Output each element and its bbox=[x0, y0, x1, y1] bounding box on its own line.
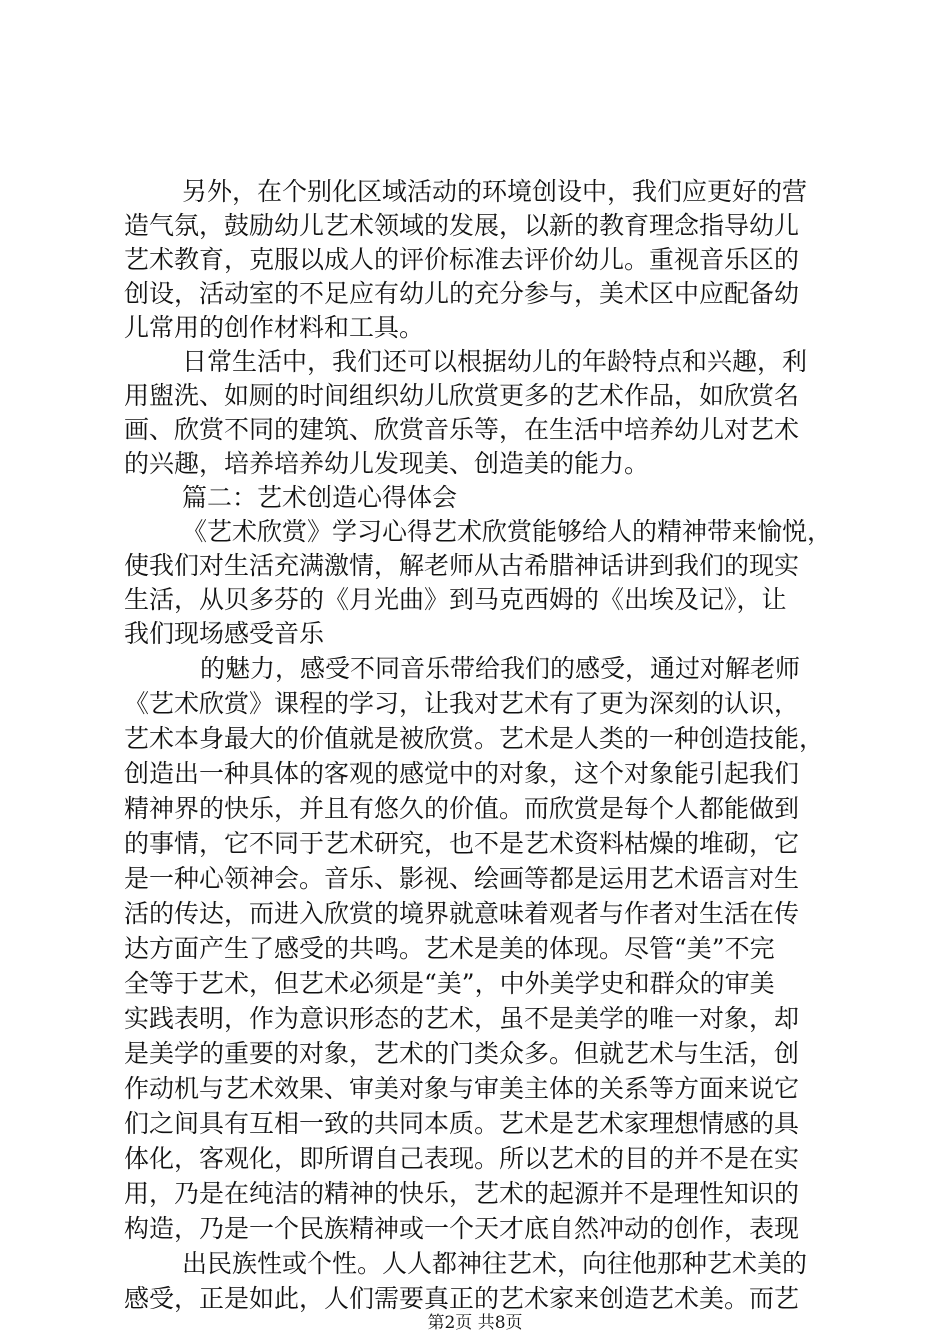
text-line: 体化，客观化，即所谓自己表现。所以艺术的目的并不是在实 bbox=[124, 1144, 800, 1173]
text-line: 活的传达，而进入欣赏的境界就意味着观者与作者对生活在传 bbox=[124, 899, 800, 928]
text-line: 《艺术欣赏》学习心得艺术欣赏能够给人的精神带来愉悦， bbox=[182, 517, 833, 546]
text-line: 用，乃是在纯洁的精神的快乐，艺术的起源并不是理性知识的 bbox=[124, 1179, 800, 1208]
text-line: 的事情，它不同于艺术研究，也不是艺术资料枯燥的堆砌，它 bbox=[124, 829, 800, 858]
text-line: 作动机与艺术效果、审美对象与审美主体的关系等方面来说它 bbox=[124, 1074, 800, 1103]
text-line: 艺术本身最大的价值就是被欣赏。艺术是人类的一种创造技能， bbox=[124, 724, 825, 753]
text-line: 是美学的重要的对象，艺术的门类众多。但就艺术与生活，创 bbox=[124, 1039, 800, 1068]
text-line: 精神界的快乐，并且有悠久的价值。而欣赏是每个人都能做到 bbox=[124, 794, 800, 823]
text-line: 的魅力，感受不同音乐带给我们的感受，通过对解老师 bbox=[200, 654, 801, 683]
text-line: 艺术教育，克服以成人的评价标准去评价幼儿。重视音乐区的 bbox=[124, 245, 800, 274]
text-line: 达方面产生了感受的共鸣。艺术是美的体现。尽管“美”不完 bbox=[124, 934, 775, 963]
text-line: 出民族性或个性。人人都神往艺术，向往他那种艺术美的 bbox=[182, 1249, 808, 1278]
text-line: 全等于艺术，但艺术必须是“美”，中外美学史和群众的审美 bbox=[124, 969, 775, 998]
text-line: 使我们对生活充满激情，解老师从古希腊神话讲到我们的现实 bbox=[124, 551, 800, 580]
page-footer bbox=[0, 1312, 950, 1334]
text-line: 创设，活动室的不足应有幼儿的充分参与，美术区中应配备幼 bbox=[124, 279, 800, 308]
text-line: 儿常用的创作材料和工具。 bbox=[124, 313, 425, 342]
text-line: 《艺术欣赏》课程的学习，让我对艺术有了更为深刻的认识， bbox=[124, 689, 800, 718]
text-line: 另外，在个别化区域活动的环境创设中，我们应更好的营 bbox=[182, 177, 808, 206]
text-line: 造气氛，鼓励幼儿艺术领域的发展，以新的教育理念指导幼儿 bbox=[124, 211, 800, 240]
text-line: 的兴趣，培养培养幼儿发现美、创造美的能力。 bbox=[124, 449, 650, 478]
text-line: 我们现场感受音乐 bbox=[124, 619, 325, 648]
section-heading: 篇二：艺术创造心得体会 bbox=[182, 483, 458, 512]
text-line: 日常生活中，我们还可以根据幼儿的年龄特点和兴趣，利 bbox=[182, 347, 808, 376]
text-line: 构造，乃是一个民族精神或一个天才底自然冲动的创作，表现 bbox=[124, 1214, 800, 1243]
text-line: 生活，从贝多芬的《月光曲》到马克西姆的《出埃及记》，让 bbox=[124, 585, 787, 614]
text-line: 们之间具有互相一致的共同本质。艺术是艺术家理想情感的具 bbox=[124, 1109, 800, 1138]
text-line: 画、欣赏不同的建筑、欣赏音乐等，在生活中培养幼儿对艺术 bbox=[124, 415, 800, 444]
text-line: 用盥洗、如厕的时间组织幼儿欣赏更多的艺术作品，如欣赏名 bbox=[124, 381, 800, 410]
text-line: 感受，正是如此，人们需要真正的艺术家来创造艺术美。而艺 bbox=[124, 1284, 800, 1313]
text-line: 创造出一种具体的客观的感觉中的对象，这个对象能引起我们 bbox=[124, 759, 800, 788]
text-line: 实践表明，作为意识形态的艺术，虽不是美学的唯一对象，却 bbox=[124, 1004, 800, 1033]
text-line: 是一种心领神会。音乐、影视、绘画等都是运用艺术语言对生 bbox=[124, 864, 800, 893]
page-number: 第2页 共8页 bbox=[427, 1313, 523, 1333]
